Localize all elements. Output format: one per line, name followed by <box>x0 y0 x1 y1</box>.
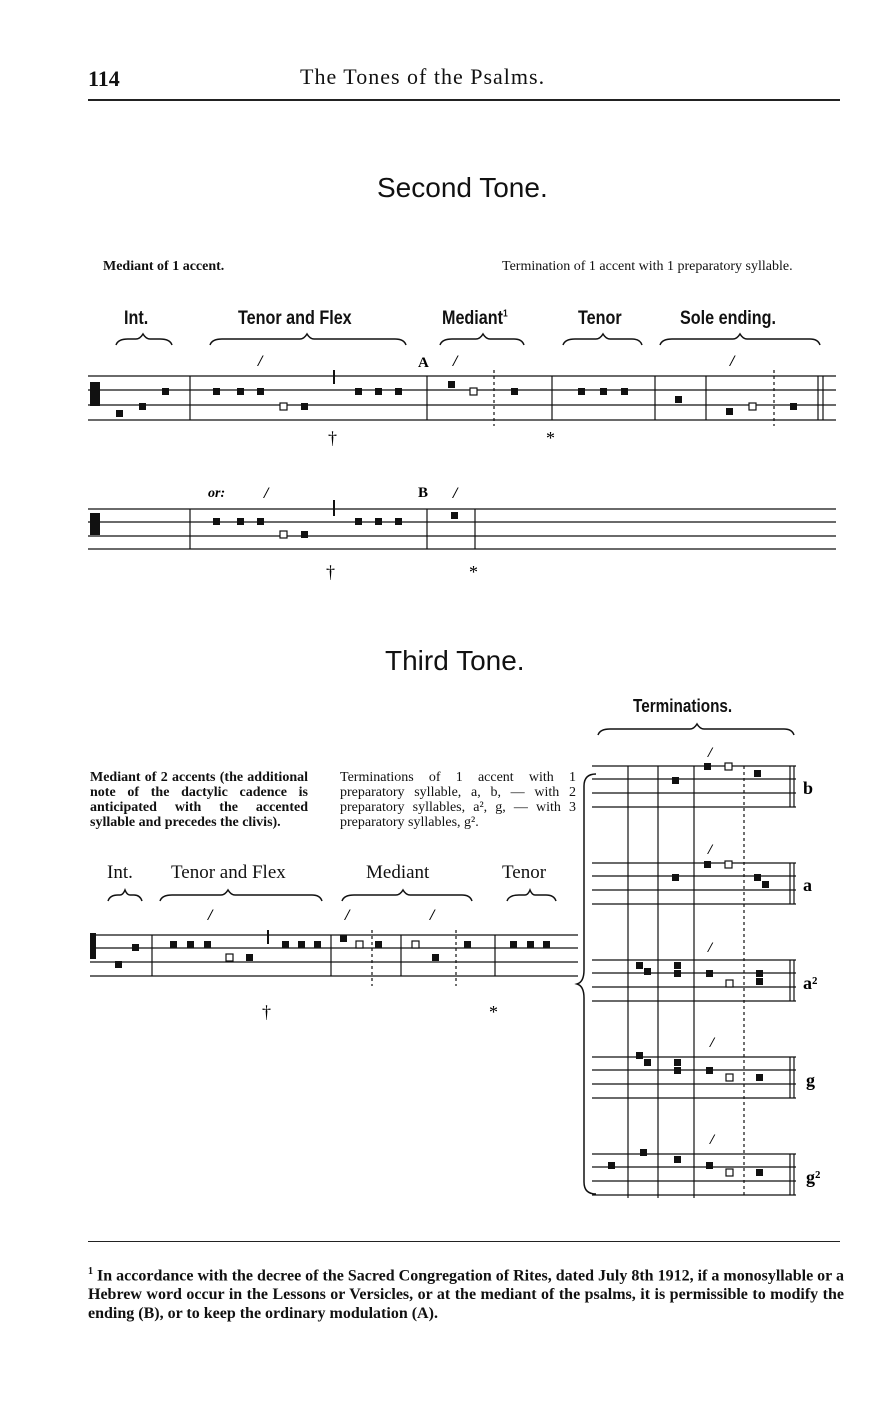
t2-section-tenor-flex: Tenor and Flex <box>238 308 352 329</box>
svg-text:/: / <box>708 745 713 761</box>
third-tone-termination-note: Terminations of 1 accent with 1 preparatory syllable, a, b, — with 2 preparatory syllables, a², g, — with 3 preparatory syllables, g². <box>340 770 576 830</box>
t2-star-mark: * <box>546 428 555 448</box>
termination-label-g2: g² <box>806 1167 821 1187</box>
footnote-text: In accordance with the decree of the Sacred Congregation of Rites, dated July 8th 1912, if a monosyllable or a Hebrew word occur in the Lessons or Versicles, or at the mediant of the psalms, it is permissible to modify the ending (B), or to keep the ordinary modulation (A). <box>88 1267 845 1323</box>
footnote-rule <box>88 1241 840 1242</box>
t2-or-label: or: <box>208 486 226 501</box>
footnote <box>88 1262 844 1323</box>
t2-flex-mark-b: † <box>326 562 335 582</box>
third-tone-staves <box>0 690 869 1220</box>
termination-label-b: b <box>803 778 814 798</box>
t2-section-int: Int. <box>124 308 149 329</box>
t3-termination-staves <box>592 766 796 1198</box>
t2-section-sole-ending: Sole ending. <box>680 308 777 329</box>
termination-label-a2: a² <box>803 973 818 993</box>
t3-section-mediant: Mediant <box>366 862 430 883</box>
second-tone-mediant-note: Mediant of 1 accent. <box>103 259 225 274</box>
svg-text:/: / <box>453 353 458 370</box>
t2-marker-a: A <box>418 355 429 371</box>
t2-flex-mark: † <box>328 428 337 448</box>
svg-text:/: / <box>708 842 713 858</box>
second-tone-termination-note: Termination of 1 accent with 1 preparatory syllable. <box>502 259 793 274</box>
t3-section-tenor-flex: Tenor and Flex <box>171 862 286 883</box>
svg-text:/: / <box>708 940 713 956</box>
t2-brace-ending <box>660 334 820 345</box>
t3-brace-terminations-big <box>577 774 596 1194</box>
svg-text:/: / <box>430 907 435 924</box>
t2-section-tenor: Tenor <box>578 308 622 329</box>
t2-brace-int <box>116 334 172 345</box>
t3-brace-mediant <box>342 890 472 901</box>
t3-flex-mark: † <box>262 1002 271 1022</box>
footnote-mark: 1 <box>88 1266 93 1277</box>
t2-staff-a <box>88 370 836 426</box>
t2-marker-b: B <box>418 485 429 501</box>
svg-text:/: / <box>345 907 350 924</box>
termination-label-g: g <box>806 1070 815 1090</box>
second-tone-title: Second Tone. <box>377 172 548 203</box>
t2-brace-tenor2 <box>563 334 642 345</box>
running-title: The Tones of the Psalms. <box>300 64 546 89</box>
t3-brace-tenor2 <box>507 890 556 901</box>
t2-brace-mediant <box>440 334 524 345</box>
svg-text:/: / <box>258 353 263 370</box>
t3-star-mark: * <box>489 1002 498 1022</box>
termination-label-a: a <box>803 875 812 895</box>
terminations-heading: Terminations. <box>633 696 733 716</box>
svg-text:/: / <box>453 485 458 502</box>
t2-mediant-footnote-mark: 1 <box>503 308 508 320</box>
page-number: 114 <box>88 66 120 91</box>
t3-brace-terminations <box>598 724 794 735</box>
t3-section-int: Int. <box>107 862 133 883</box>
t3-staff-main <box>90 930 578 986</box>
svg-text:/: / <box>730 353 735 370</box>
second-tone-staves <box>0 0 869 640</box>
third-tone-mediant-note: Mediant of 2 accents (the additional note of the dactylic cadence is anticipated with the accented syllable and precedes the clivis). <box>90 770 308 830</box>
t3-brace-int <box>108 890 142 901</box>
t2-star-mark-b: * <box>469 562 478 582</box>
t2-section-mediant: Mediant$^1$ <box>442 308 508 329</box>
t3-section-tenor: Tenor <box>502 862 547 883</box>
svg-text:/: / <box>710 1035 715 1051</box>
third-tone-title: Third Tone. <box>385 645 525 676</box>
svg-text:/: / <box>264 485 269 502</box>
t2-brace-tenor <box>210 334 406 345</box>
t3-brace-tenor <box>160 890 322 901</box>
svg-text:/: / <box>710 1132 715 1148</box>
t2-staff-b <box>88 500 836 549</box>
svg-text:/: / <box>208 907 213 924</box>
